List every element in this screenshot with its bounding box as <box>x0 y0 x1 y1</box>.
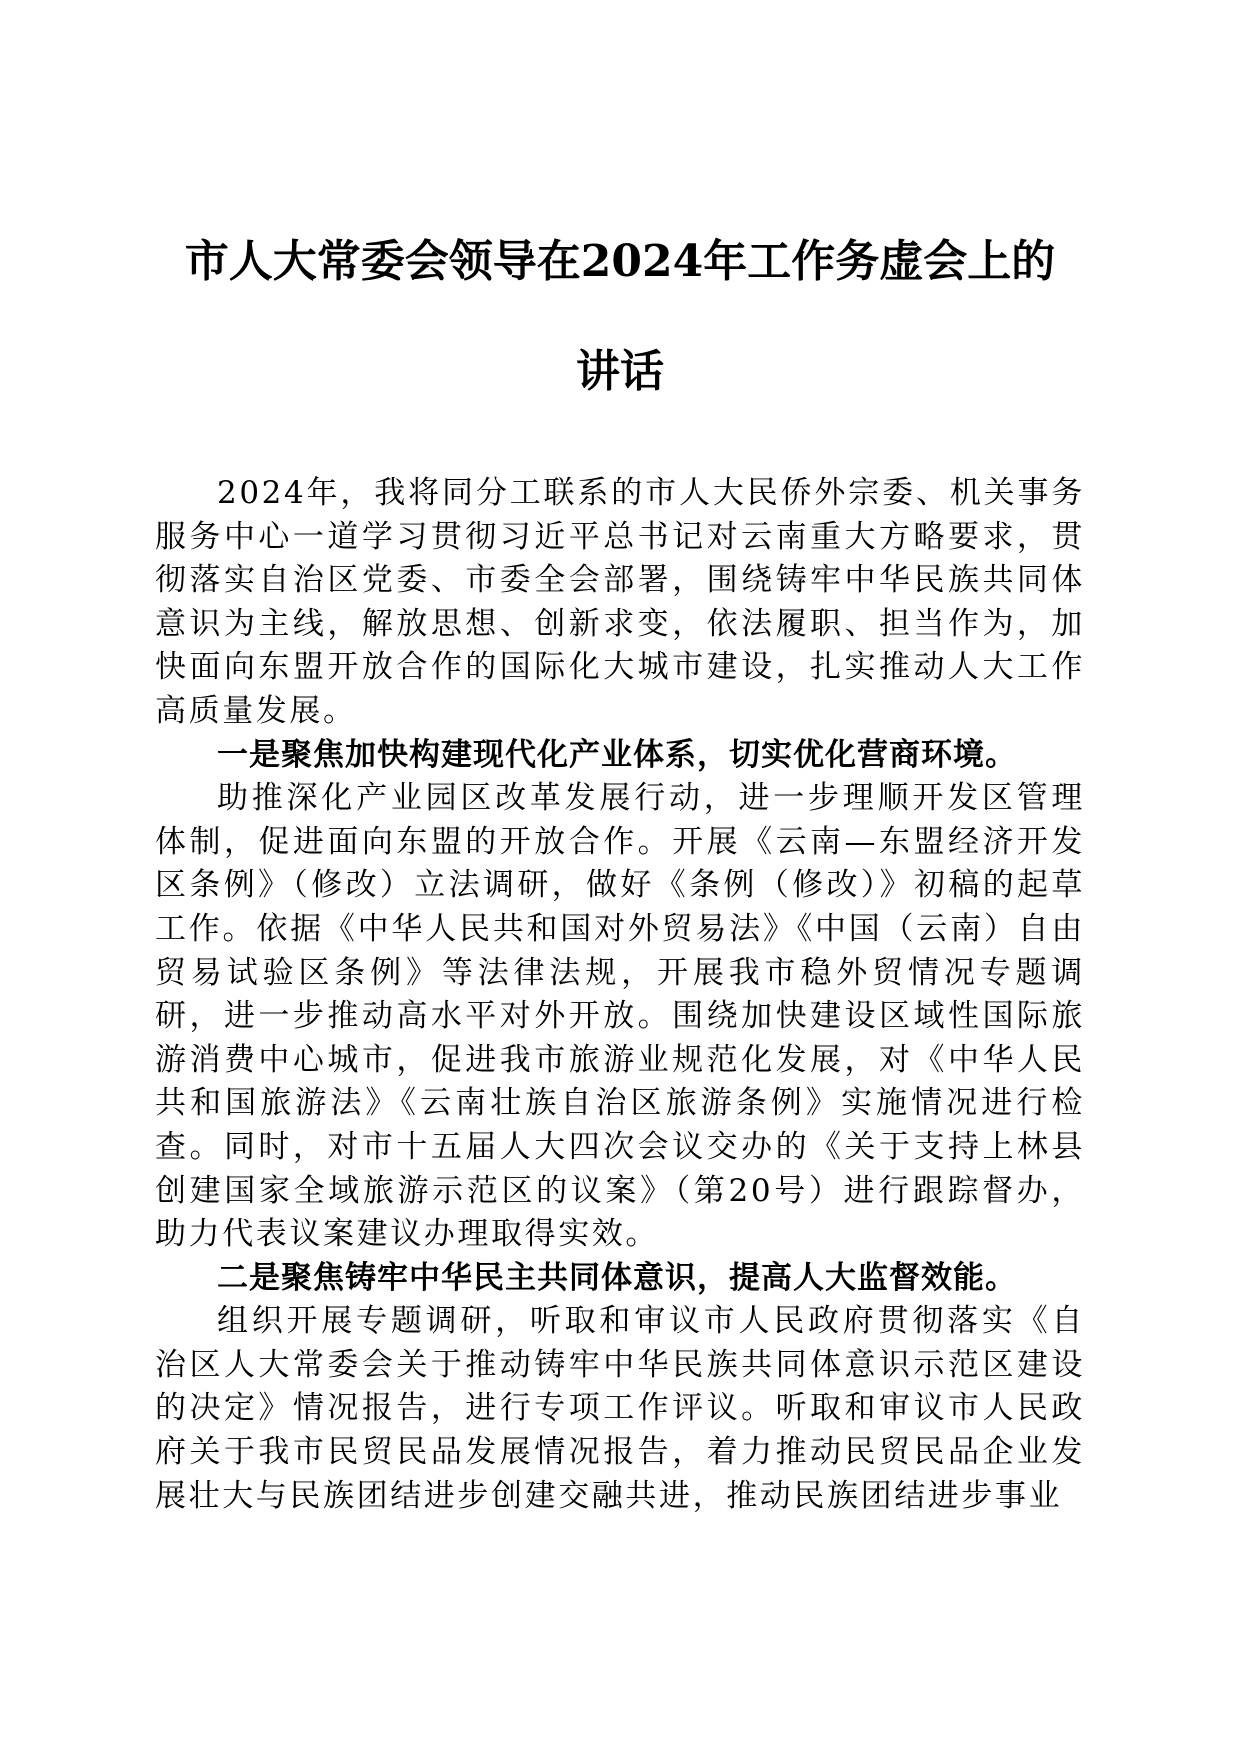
section-heading-1: 一是聚焦加快构建现代化产业体系，切实优化营商环境。 <box>217 736 1017 773</box>
section-paragraph-2: 组织开展专题调研，听取和审议市人民政府贯彻落实《自治区人大常委会关于推动铸牢中华民族共同体意识示范区建设的决定》情况报告，进行专项工作评议。听取和审议市人民政府关于我市民贸民品发展情况报告，着力推动民贸民品企业发展壮大与民族团结进步创建交融共进，推动民族团结进步事业 <box>155 1303 1085 1514</box>
intro-paragraph: 2024年，我将同分工联系的市人大民侨外宗委、机关事务服务中心一道学习贯彻习近平总书记对云南重大方略要求，贯彻落实自治区党委、市委全会部署，围绕铸牢中华民族共同体意识为主线，解放思想、创新求变，依法履职、担当作为，加快面向东盟开放合作的国际化大城市建设，扎实推动人大工作高质量发展。 <box>155 475 1085 729</box>
document-title-line-2: 讲话 <box>576 346 664 397</box>
section-paragraph-1: 助推深化产业园区改革发展行动，进一步理顺开发区管理体制，促进面向东盟的开放合作。开展《云南—东盟经济开发区条例》（修改）立法调研，做好《条例（修改）》初稿的起草工作。依据《中华人民共和国对外贸易法》《中国（云南）自由贸易试验区条例》等法律法规，开展我市稳外贸情况专题调研，进一步推动高水平对外开放。围绕加快建设区域性国际旅游消费中心城市，促进我市旅游业规范化发展，对《中华人民共和国旅游法》《云南壮族自治区旅游条例》实施情况进行检查。同时，对市十五届人大四次会议交办的《关于支持上林县创建国家全域旅游示范区的议案》（第20号）进行跟踪督办，助力代表议案建议办理取得实效。 <box>155 780 1085 1253</box>
section-heading-2: 二是聚焦铸牢中华民主共同体意识，提高人大监督效能。 <box>217 1259 1017 1296</box>
document-body <box>155 472 1085 1518</box>
document-title-line-1: 市人大常委会领导在2024年工作务虚会上的 <box>184 236 1056 287</box>
